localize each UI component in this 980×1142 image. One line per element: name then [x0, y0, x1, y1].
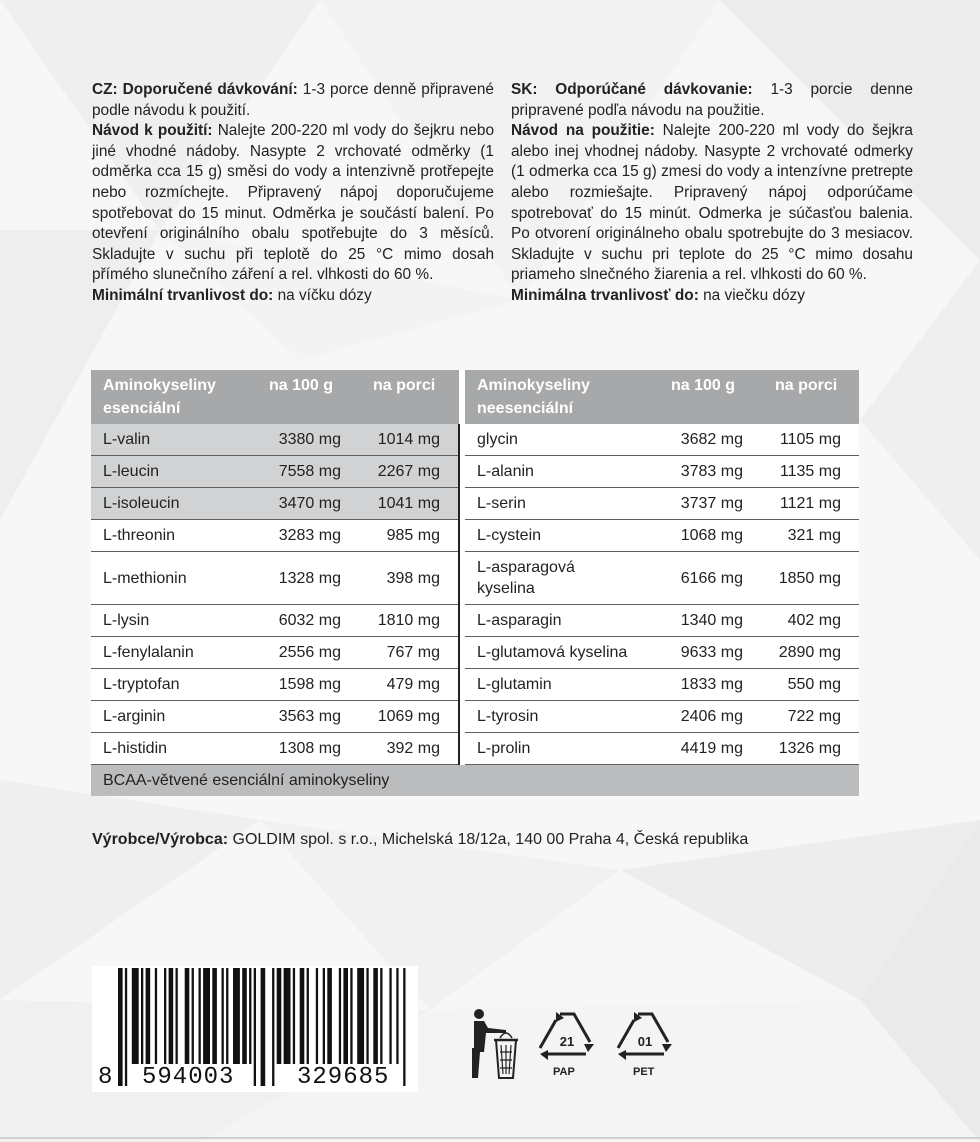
amino-per100: 1068 mg [657, 520, 761, 552]
barcode-bar [343, 968, 348, 1064]
sk-dosage-text: 1-3 porcie denne pripravené podľa návodu na použitie. [511, 81, 913, 119]
barcode-digits-right: 329685 [297, 1064, 390, 1091]
barcode-bar [155, 968, 157, 1064]
barcode-bar [366, 968, 368, 1064]
barcode-bar [233, 968, 240, 1064]
amino-serving: 1810 mg [359, 605, 459, 637]
amino-name: L-glutamová kyselina [465, 637, 657, 669]
sk-instructions [511, 80, 913, 307]
essential-header: Aminokyseliny esenciální [91, 370, 255, 424]
barcode-bar [212, 968, 217, 1064]
amino-name: L-threonin [91, 520, 255, 552]
recycle-icon [534, 1008, 600, 1068]
barcode-bar [199, 968, 201, 1064]
amino-per100: 2556 mg [255, 637, 359, 669]
barcode-digit-prefix: 8 [98, 1064, 114, 1091]
sk-usage-text: Nalejte 200-220 ml vody do šejkra alebo inej vhodnej nádoby. Nasypte 2 vrchovaté odmerky (1 odmerka cca 15 g) zmesi do vody a intenzívne pretrepte alebo rozmiešajte. Pripravený nápoj odporúčame spotrebovať do 15 minút. Odmerka je súčasťou balenia. Po otvorení originálneho obalu spotrebujte do 3 mesiacov. Skladujte v suchu pri teplote do 25 °C mimo dosahu priameho slnečného žiarenia a rel. vlhkosti do 60 %. [511, 122, 913, 284]
amino-per100: 3380 mg [255, 424, 359, 456]
table-row [91, 488, 859, 520]
barcode-bar [249, 968, 251, 1064]
amino-per100: 2406 mg [657, 701, 761, 733]
amino-serving: 1041 mg [359, 488, 459, 520]
cz-usage-label: Návod k použití: [92, 122, 213, 140]
barcode-bar [164, 968, 166, 1064]
amino-per100: 1308 mg [255, 733, 359, 765]
amino-name: L-arginin [91, 701, 255, 733]
barcode-bar [169, 968, 174, 1064]
table-header-row [91, 370, 859, 424]
table-row [91, 669, 859, 701]
sk-expiry-text: na viečku dózy [698, 286, 805, 304]
barcode-bar [226, 968, 228, 1064]
barcode-bar [357, 968, 364, 1064]
barcode-bar [389, 968, 391, 1064]
sk-dosage-label: SK: Odporúčané dávkovanie: [511, 81, 753, 98]
amino-serving: 1105 mg [761, 424, 859, 456]
amino-serving: 1326 mg [761, 733, 859, 765]
essential-serving-header: na porci [359, 370, 459, 424]
amino-name: L-fenylalanin [91, 637, 255, 669]
table-row [91, 456, 859, 488]
barcode-bar [277, 968, 282, 1064]
amino-per100: 9633 mg [657, 637, 761, 669]
amino-per100: 6032 mg [255, 605, 359, 637]
amino-serving: 1135 mg [761, 456, 859, 488]
barcode-bar [327, 968, 332, 1064]
sk-usage-label: Návod na použitie: [511, 122, 655, 140]
amino-per100: 1328 mg [255, 552, 359, 605]
amino-name: L-alanin [465, 456, 657, 488]
amino-name: L-isoleucin [91, 488, 255, 520]
table-row [91, 701, 859, 733]
amino-serving: 321 mg [761, 520, 859, 552]
barcode-bar [222, 968, 224, 1064]
amino-per100: 6166 mg [657, 552, 761, 605]
amino-serving: 550 mg [761, 669, 859, 701]
recycle-code: 21 [559, 1034, 575, 1049]
barcode-bar [403, 968, 405, 1086]
amino-per100: 1340 mg [657, 605, 761, 637]
table-row [91, 637, 859, 669]
barcode-bar [203, 968, 210, 1064]
amino-name: L-tyrosin [465, 701, 657, 733]
amino-name: L-asparagová kyselina [465, 552, 657, 605]
recycle-icon [612, 1008, 678, 1068]
nonessential-per100-header: na 100 g [657, 370, 761, 424]
amino-serving: 985 mg [359, 520, 459, 552]
producer-label: Výrobce/Výrobca: [92, 831, 229, 848]
amino-serving: 1014 mg [359, 424, 459, 456]
table-row [91, 520, 859, 552]
recycle-label: PAP [553, 1066, 575, 1078]
producer-text: GOLDIM spol. s r.o., Michelská 18/12a, 140 00 Praha 4, Česká republika [228, 831, 749, 848]
table-row [91, 733, 859, 765]
amino-name: L-lysin [91, 605, 255, 637]
barcode-bar [261, 968, 266, 1086]
recycle-label: PET [633, 1066, 655, 1078]
cz-dosage-text: 1-3 porce denně připravené podle návodu k použití. [92, 81, 494, 119]
amino-serving: 767 mg [359, 637, 459, 669]
amino-name: L-glutamin [465, 669, 657, 701]
sk-expiry-label: Minimálna trvanlivosť do: [511, 286, 699, 304]
amino-per100: 3737 mg [657, 488, 761, 520]
barcode-bar [146, 968, 151, 1064]
table-row [91, 424, 859, 456]
barcode-bar [350, 968, 352, 1064]
amino-serving: 479 mg [359, 669, 459, 701]
table-footer-row [91, 765, 859, 797]
amino-serving: 2267 mg [359, 456, 459, 488]
barcode-bar [307, 968, 309, 1064]
cz-usage-text: Nalejte 200-220 ml vody do šejkru nebo jiné vhodné nádoby. Nasypte 2 vrchovaté odměrky (1 odměrka cca 15 g) směsi do vody a intenzivně protřepejte nebo rozmíchejte. Připravený nápoj doporučujeme spotřebovat do 15 minut. Odměrka je součástí balení. Po otevření originálního obalu spotřebujte do 3 měsíců. Skladujte v suchu při teplotě do 25 °C mimo dosah přímého slunečního záření a rel. vlhkosti do 60 %. [92, 122, 495, 284]
amino-per100: 1598 mg [255, 669, 359, 701]
amino-name: L-asparagin [465, 605, 657, 637]
amino-serving: 722 mg [761, 701, 859, 733]
amino-serving: 1069 mg [359, 701, 459, 733]
amino-serving: 1850 mg [761, 552, 859, 605]
cz-instructions [92, 80, 494, 307]
amino-serving: 402 mg [761, 605, 859, 637]
barcode-bar [373, 968, 378, 1064]
barcode-bar [339, 968, 341, 1064]
barcode-bar [300, 968, 305, 1064]
table-row [91, 605, 859, 637]
nonessential-header: Aminokyseliny neesenciální [465, 370, 657, 424]
amino-name: L-methionin [91, 552, 255, 605]
barcode-bar [118, 968, 123, 1086]
amino-serving: 398 mg [359, 552, 459, 605]
essential-per100-header: na 100 g [255, 370, 359, 424]
barcode-bar [185, 968, 190, 1064]
barcode-bar [293, 968, 295, 1064]
amino-name: L-cystein [465, 520, 657, 552]
barcode-bar [316, 968, 318, 1064]
amino-name: glycin [465, 424, 657, 456]
cz-expiry-text: na víčku dózy [273, 286, 372, 304]
amino-per100: 1833 mg [657, 669, 761, 701]
amino-serving: 2890 mg [761, 637, 859, 669]
amino-name: L-leucin [91, 456, 255, 488]
barcode-bar [192, 968, 194, 1064]
barcode [92, 966, 418, 1092]
amino-per100: 3563 mg [255, 701, 359, 733]
barcode-bar [323, 968, 325, 1064]
amino-per100: 4419 mg [657, 733, 761, 765]
producer-info [92, 831, 748, 849]
barcode-bar [284, 968, 291, 1064]
nonessential-serving-header: na porci [761, 370, 859, 424]
barcode-bar [396, 968, 398, 1064]
amino-per100: 3682 mg [657, 424, 761, 456]
amino-name: L-serin [465, 488, 657, 520]
amino-per100: 3783 mg [657, 456, 761, 488]
amino-serving: 392 mg [359, 733, 459, 765]
barcode-bar [176, 968, 178, 1064]
amino-per100: 7558 mg [255, 456, 359, 488]
amino-acid-table [91, 370, 859, 796]
barcode-bar [242, 968, 247, 1064]
cz-dosage-label: CZ: Doporučené dávkování: [92, 81, 298, 98]
table-row [91, 552, 859, 605]
amino-name: L-tryptofan [91, 669, 255, 701]
barcode-bar [380, 968, 382, 1064]
barcode-bar [141, 968, 143, 1064]
amino-name: L-valin [91, 424, 255, 456]
amino-name: L-prolin [465, 733, 657, 765]
amino-per100: 3470 mg [255, 488, 359, 520]
amino-per100: 3283 mg [255, 520, 359, 552]
barcode-digits-left: 594003 [142, 1064, 235, 1091]
barcode-bar [125, 968, 127, 1086]
bcaa-footnote: BCAA-větvené esenciální aminokyseliny [91, 765, 859, 797]
amino-serving: 1121 mg [761, 488, 859, 520]
barcode-bar [254, 968, 256, 1086]
barcode-bar [272, 968, 274, 1086]
tidyman-bin-icon [470, 1008, 520, 1082]
cz-expiry-label: Minimální trvanlivost do: [92, 286, 274, 304]
amino-name: L-histidin [91, 733, 255, 765]
barcode-bar [132, 968, 139, 1064]
recycle-code: 01 [637, 1034, 653, 1049]
